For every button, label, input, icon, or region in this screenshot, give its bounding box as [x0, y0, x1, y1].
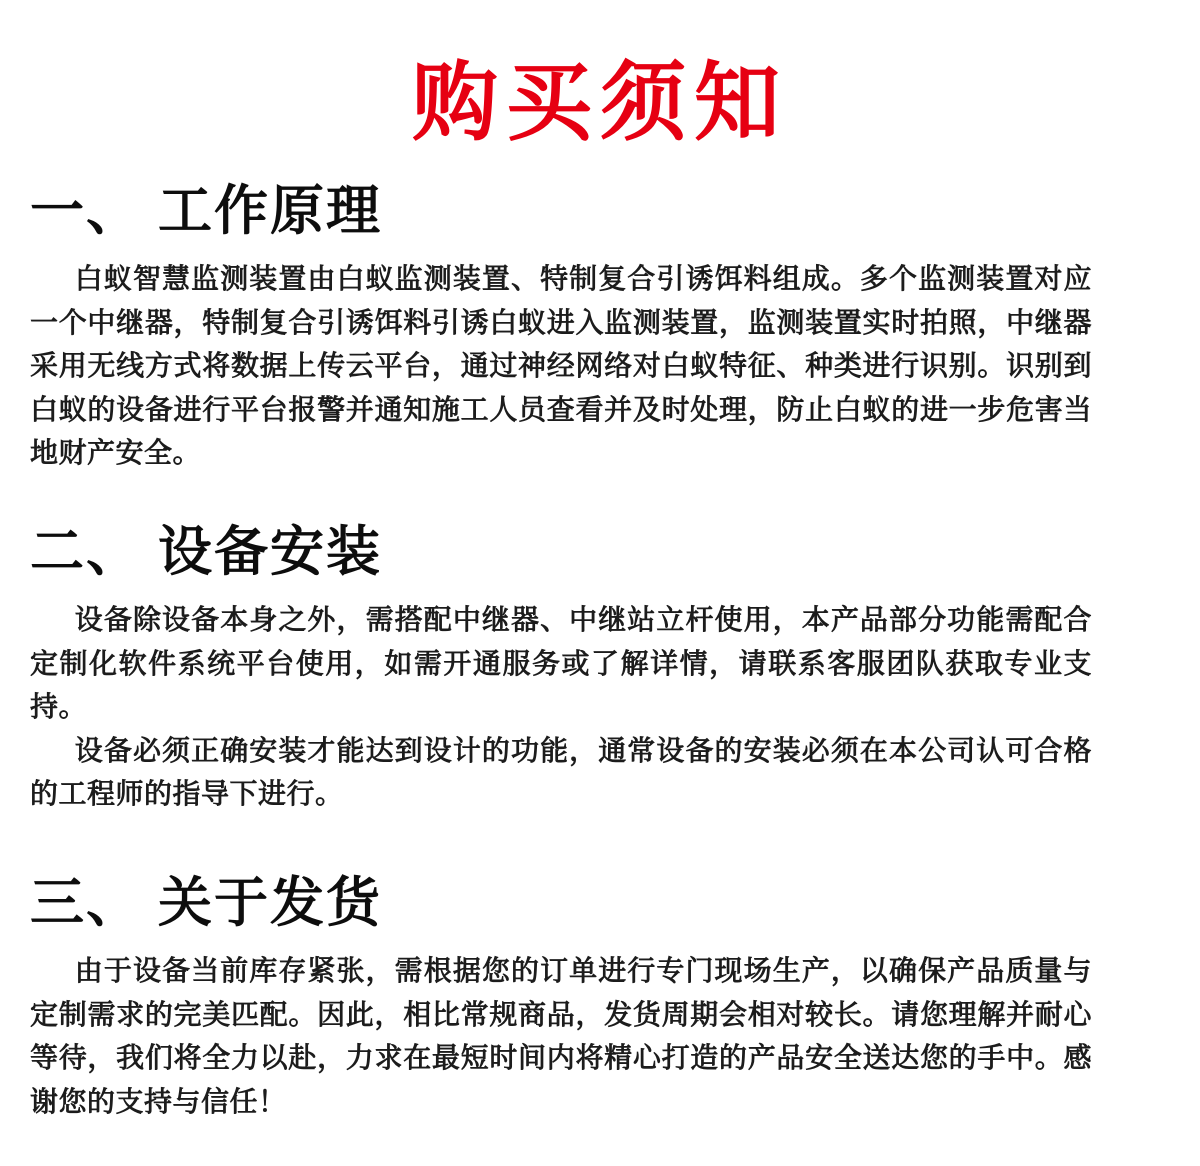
- section-heading-about-shipping: [30, 874, 1170, 933]
- section-number: 二、: [30, 521, 142, 582]
- paragraph: 设备除设备本身之外，需搭配中继器、中继站立杆使用，本产品部分功能需配合定制化软件系统平台使用，如需开通服务或了解详情，请联系客服团队获取专业支持。: [30, 604, 1092, 723]
- section-body: [30, 257, 1092, 475]
- section-title: 工作原理: [158, 180, 382, 241]
- paragraph: 设备必须正确安装才能达到设计的功能，通常设备的安装必须在本公司认可合格的工程师的指导下进行。: [30, 734, 1092, 810]
- section-title: 关于发货: [158, 872, 382, 933]
- page-title: 购买须知: [412, 55, 788, 151]
- paragraph: 白蚁智慧监测装置由白蚁监测装置、特制复合引诱饵料组成。多个监测装置对应一个中继器，特制复合引诱饵料引诱白蚁进入监测装置，监测装置实时拍照，中继器采用无线方式将数据上传云平台，通过神经网络对白蚁特征、种类进行识别。识别到白蚁的设备进行平台报警并通知施工人员查看并及时处理，防止白蚁的进一步危害当地财产安全。: [30, 263, 1092, 469]
- section-body: [30, 598, 1092, 816]
- section-heading-working-principle: [30, 182, 1170, 241]
- section-title: 设备安装: [158, 521, 382, 582]
- section-device-installation: [30, 523, 1170, 816]
- section-about-shipping: [30, 874, 1170, 1124]
- section-body: [30, 949, 1092, 1123]
- section-working-principle: [30, 182, 1170, 475]
- paragraph: 由于设备当前库存紧张，需根据您的订单进行专门现场生产，以确保产品质量与定制需求的完美匹配。因此，相比常规商品，发货周期会相对较长。请您理解并耐心等待，我们将全力以赴，力求在最短时间内将精心打造的产品安全送达您的手中。感谢您的支持与信任！: [30, 955, 1092, 1117]
- section-number: 一、: [30, 180, 142, 241]
- section-number: 三、: [30, 872, 142, 933]
- section-heading-device-installation: [30, 523, 1170, 582]
